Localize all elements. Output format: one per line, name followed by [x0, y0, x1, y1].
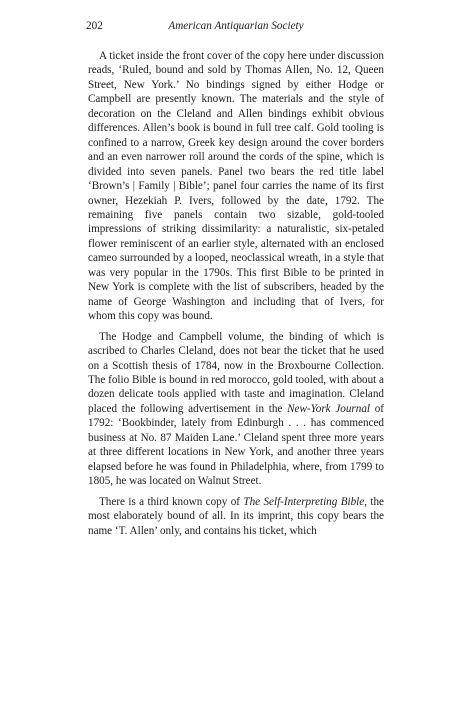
page-number: 202: [86, 20, 103, 32]
running-title: American Antiquarian Society: [168, 20, 304, 32]
paragraph: There is a third known copy of The Self-Interpreting Bible, the most elaborately bound of all. In its imprint, this copy bears the name ‘T. Allen’ only, and contains his ticket, which: [88, 495, 385, 537]
body-text: [88, 49, 384, 538]
paragraph: The Hodge and Campbell volume, the binding of which is ascribed to Charles Cleland, does not bear the ticket that he used on a Scottish thesis of 1784, now in the Broxbourne Collection. The folio Bible is bound in red morocco, gold tooled, with about a dozen delicate tools applied with taste and imagination. Cleland placed the following advertisement in the New-York Journal of 1792: ‘Bookbinder, lately from Edinburgh . . . has commenced business at No. 87 Maiden Lane.’ Cleland spent three more years at three different locations in New York, and another three years elapsed before he was found in Philadelphia, where, from 1799 to 1805, he was located on Walnut Street.: [88, 330, 384, 488]
paragraph: A ticket inside the front cover of the copy here under discussion reads, ‘Ruled, bound and sold by Thomas Allen, No. 12, Queen Street, New York.’ No bindings signed by either Hodge or Campbell are presently known. The materials and the style of decoration on the Cleland and Allen bindings exhibit obvious differences. Allen’s book is bound in full tree calf. Gold tooling is confined to a narrow, Greek key design around the cover borders and an even narrower roll around the cords of the spine, which is divided into seven panels. Panel two bears the red title label ‘Brown’s | Family | Bible’; panel four carries the name of its first owner, Hezekiah P. Ivers, followed by the date, 1792. The remaining five panels contain two sizable, gold-tooled impressions of striking dissimilarity: a naturalistic, six-petaled flower reminiscent of an earlier style, alternated with an enclosed cameo surrounded by a looped, neoclassical wreath, in a style that was very popular in the 1790s. This first Bible to be printed in New York is complete with the list of subscribers, headed by the name of George Washington and including that of Ivers, for whom this copy was bound.: [88, 50, 384, 323]
running-header: [86, 20, 386, 36]
